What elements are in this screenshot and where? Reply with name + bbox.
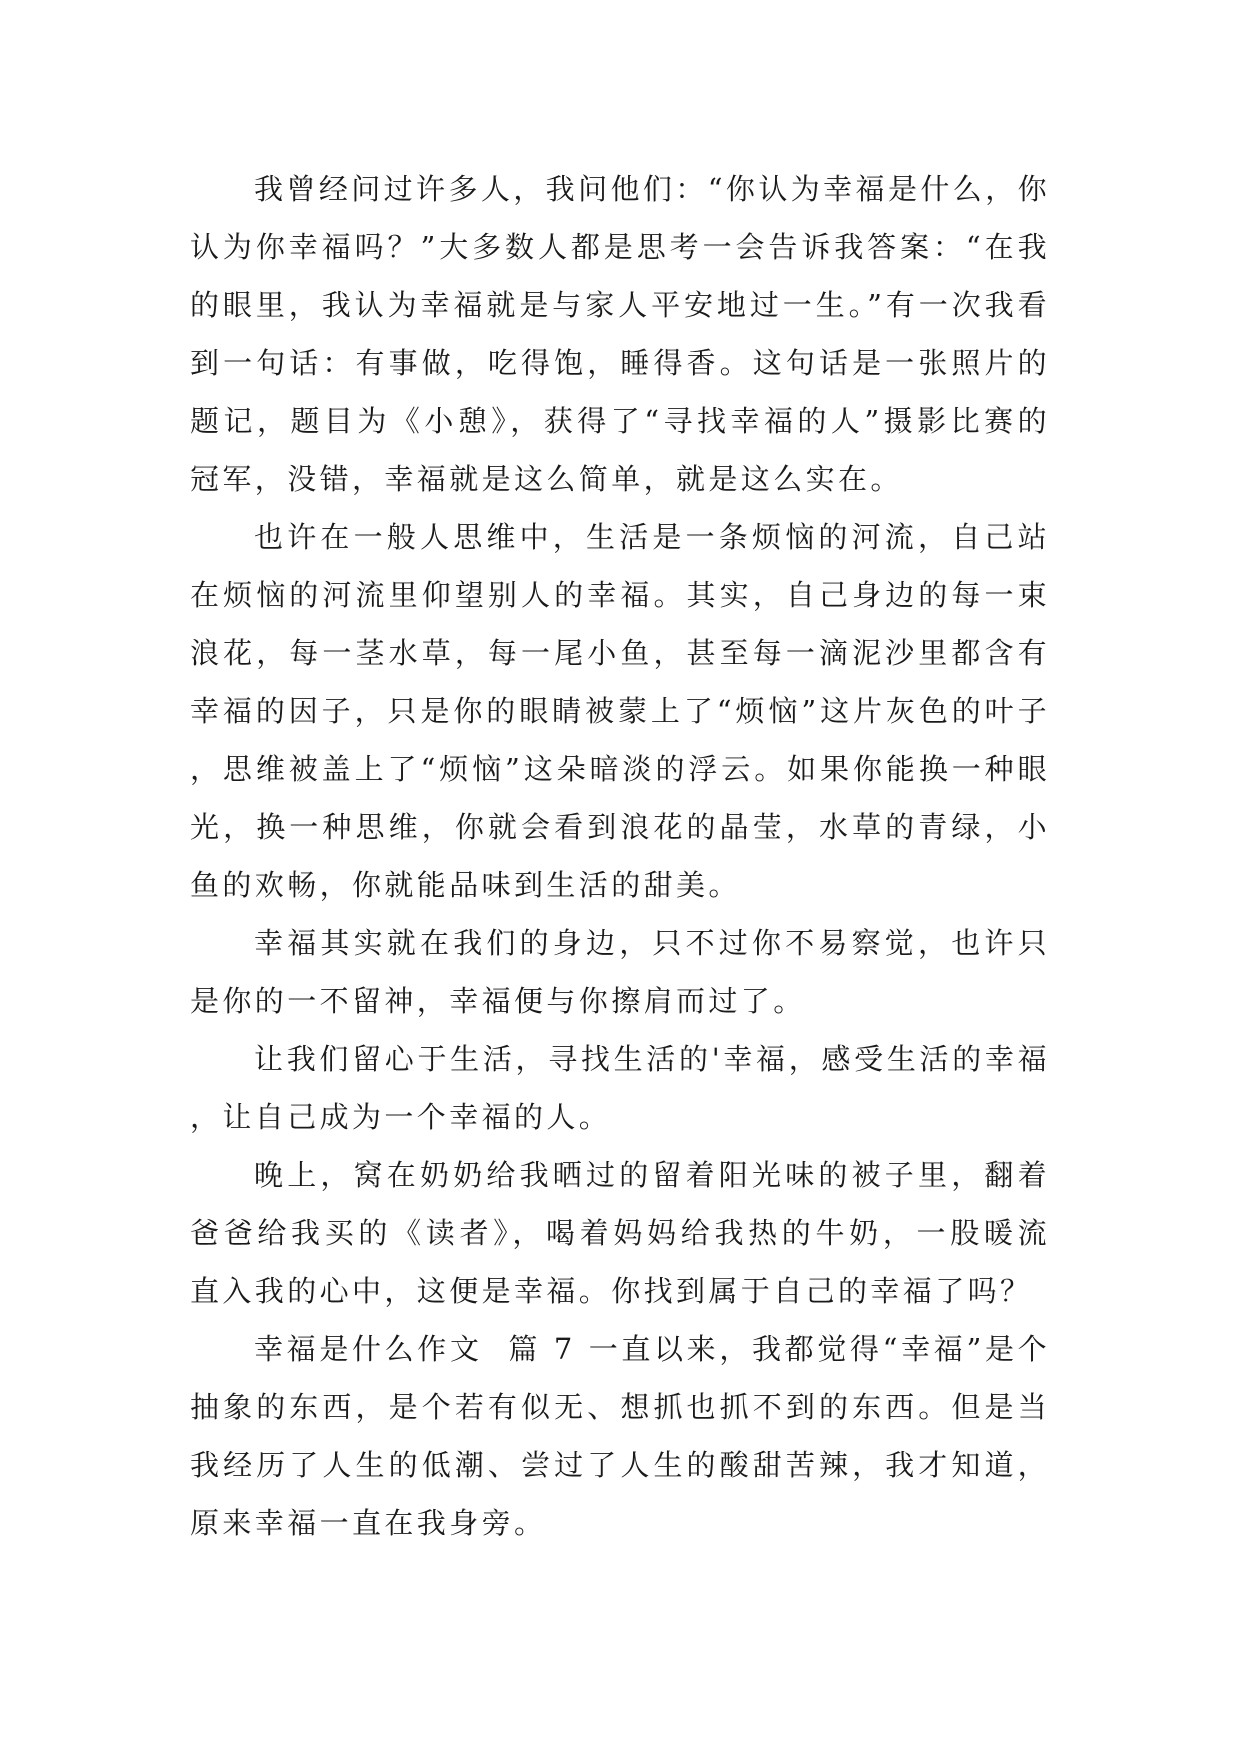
paragraph-4: 让我们留心于生活，寻找生活的'幸福，感受生活的幸福，让自己成为一个幸福的人。	[190, 1042, 1050, 1134]
document-body	[190, 160, 1050, 1552]
section-paragraph	[190, 1320, 1050, 1552]
section-heading: 幸福是什么作文 篇 7	[254, 1332, 576, 1366]
paragraph-2: 也许在一般人思维中，生活是一条烦恼的河流，自己站在烦恼的河流里仰望别人的幸福。其实，自己身边的每一束浪花，每一茎水草，每一尾小鱼，甚至每一滴泥沙里都含有幸福的因子，只是你的眼睛被蒙上了“烦恼”这片灰色的叶子，思维被盖上了“烦恼”这朵暗淡的浮云。如果你能换一种眼光，换一种思维，你就会看到浪花的晶莹，水草的青绿，小鱼的欢畅，你就能品味到生活的甜美。	[190, 520, 1050, 902]
paragraph-1: 我曾经问过许多人，我问他们：“你认为幸福是什么，你认为你幸福吗？”大多数人都是思考一会告诉我答案：“在我的眼里，我认为幸福就是与家人平安地过一生。”有一次我看到一句话：有事做，吃得饱，睡得香。这句话是一张照片的题记，题目为《小憩》，获得了“寻找幸福的人”摄影比赛的冠军，没错，幸福就是这么简单，就是这么实在。	[190, 172, 1050, 496]
section-text: 一直以来，我都觉得“幸福”是个抽象的东西，是个若有似无、想抓也抓不到的东西。但是当我经历了人生的低潮、尝过了人生的酸甜苦辣，我才知道，原来幸福一直在我身旁。	[190, 1332, 1051, 1540]
paragraph-3: 幸福其实就在我们的身边，只不过你不易察觉，也许只是你的一不留神，幸福便与你擦肩而过了。	[190, 926, 1050, 1018]
paragraph-5: 晚上，窝在奶奶给我晒过的留着阳光味的被子里，翻着爸爸给我买的《读者》，喝着妈妈给我热的牛奶，一股暖流直入我的心中，这便是幸福。你找到属于自己的幸福了吗？	[190, 1158, 1050, 1308]
